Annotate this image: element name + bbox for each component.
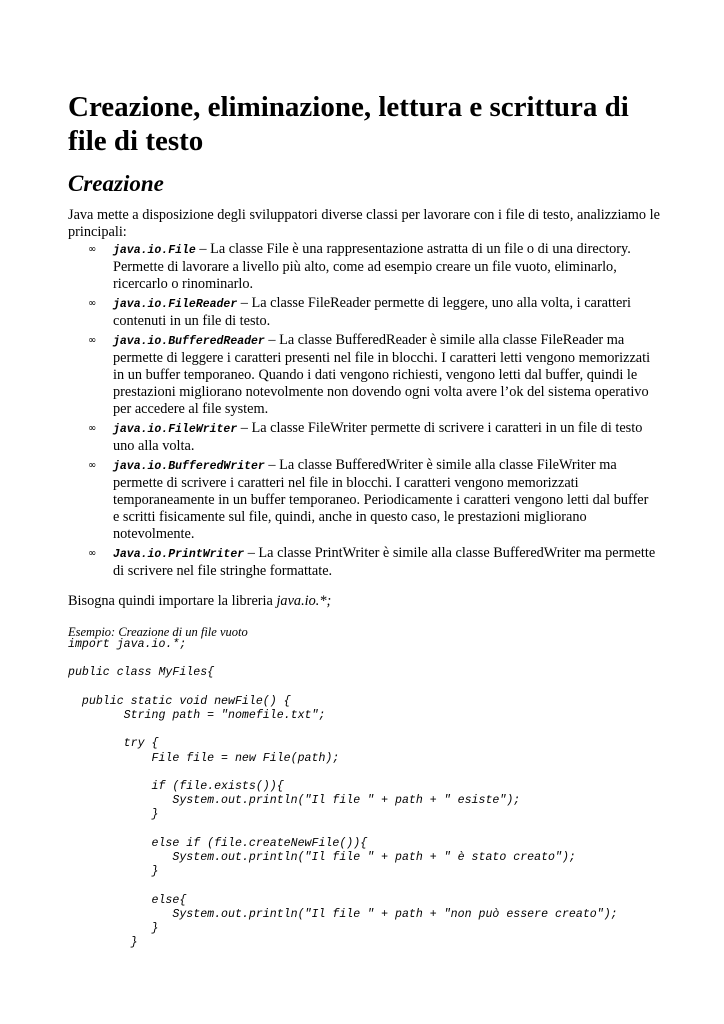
class-list <box>68 241 658 582</box>
class-description: – La classe BufferedReader è simile alla classe FileReader ma permette di leggere i caratteri presenti nel file in blocchi. I caratteri letti vengono memorizzati in un buffer temporaneo. Quando i dati vengono richiesti, vengono letti dal buffer, quindi le prestazioni migliorano notevolmente non dovendo ogni volta avere l’ok del sistema operativo per accedere al file system. <box>113 332 651 417</box>
section-heading: Creazione <box>68 171 164 196</box>
class-name: java.io.File <box>113 244 196 257</box>
intro-paragraph: Java mette a disposizione degli sviluppatori diverse classi per lavorare con i file di testo, analizziamo le principali: <box>68 207 660 240</box>
list-item <box>68 295 658 330</box>
class-description: – La classe BufferedWriter è simile alla classe FileWriter ma permette di scrivere i caratteri nel file in blocchi. I caratteri vengono memorizzati temporaneamente in un buffer temporaneo. Periodicamente i caratteri vengono letti dal buffer e scritti fisicamente sul file, quindi, anche in questo caso, le prestazioni migliorano notevolmente. <box>113 457 649 542</box>
class-description: – La classe PrintWriter è simile alla classe BufferedWriter ma permette di scrivere nel file stringhe formattate. <box>113 545 656 579</box>
class-name: java.io.BufferedWriter <box>113 460 265 473</box>
import-library: java.io.*; <box>276 593 332 609</box>
list-item <box>68 241 658 293</box>
infinity-bullet-icon: ∞ <box>88 548 97 559</box>
list-item <box>68 332 658 418</box>
list-item <box>68 545 658 580</box>
list-item <box>68 420 658 455</box>
class-name: java.io.FileWriter <box>113 423 238 436</box>
class-description: – La classe FileReader permette di leggere, uno alla volta, i caratteri contenuti in un file di testo. <box>113 295 632 329</box>
class-name: java.io.FileReader <box>113 298 238 311</box>
infinity-bullet-icon: ∞ <box>88 244 97 255</box>
example-caption: Esempio: Creazione di un file vuoto <box>68 625 248 639</box>
document-title: Creazione, eliminazione, lettura e scrittura di file di testo <box>68 91 629 157</box>
import-text: Bisogna quindi importare la libreria <box>68 593 277 609</box>
class-name: java.io.BufferedReader <box>113 335 265 348</box>
class-name: Java.io.PrintWriter <box>113 548 245 561</box>
list-item <box>68 457 658 543</box>
infinity-bullet-icon: ∞ <box>88 423 97 434</box>
class-description: – La classe File è una rappresentazione astratta di un file o di una directory. Permette di lavorare a livello più alto, come ad esempio creare un file vuoto, eliminarlo, ricercarlo o rinominarlo. <box>113 241 631 292</box>
code-block: import java.io.*; public class MyFiles{ public static void newFile() { String path = "nomefile.txt"; try { File file = new File(path); if (file.exists()){ System.out.println("Il file " + path + " esiste"); } else if (file.createNewFile()){ System.out.println("Il file " + path + " è stato creato"); } else{ System.out.println("Il file " + path + "non può essere creato"); } } <box>68 638 618 950</box>
import-paragraph <box>68 593 668 610</box>
infinity-bullet-icon: ∞ <box>88 460 97 471</box>
infinity-bullet-icon: ∞ <box>88 335 97 346</box>
infinity-bullet-icon: ∞ <box>88 298 97 309</box>
class-description: – La classe FileWriter permette di scrivere i caratteri in un file di testo uno alla volta. <box>113 420 643 454</box>
